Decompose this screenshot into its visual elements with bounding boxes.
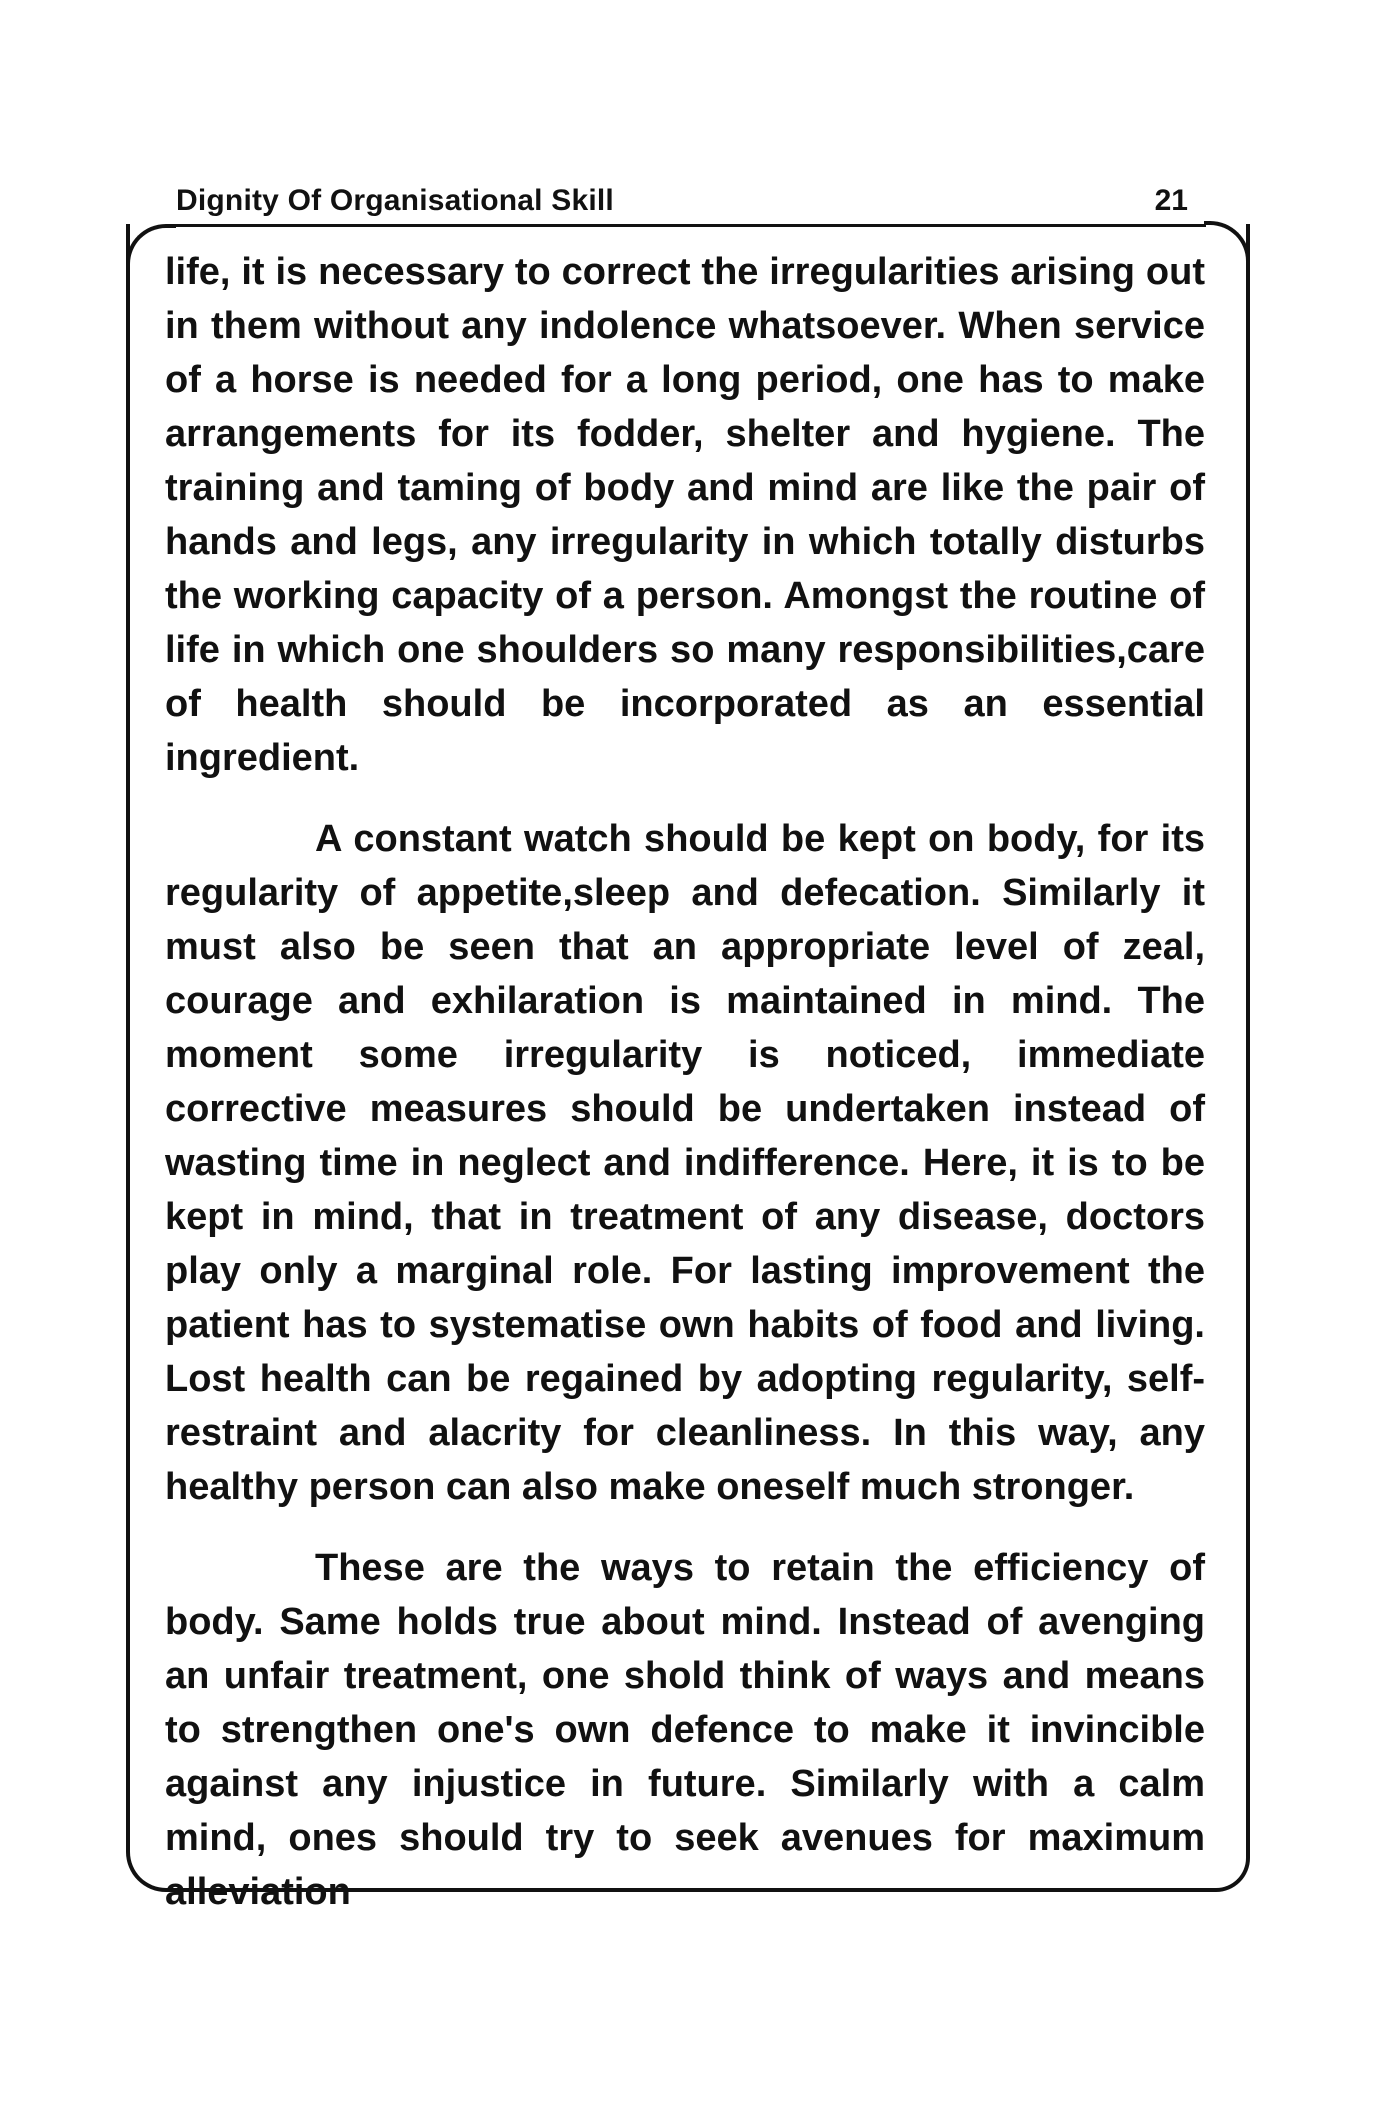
paragraph-3: These are the ways to retain the efficiency of body. Same holds true about mind. Instead of avenging an unfair treatment, one shold think of ways and means to strengthen one's own defence to make it invincible against any injustice in future. Similarly with a calm mind, ones should try to seek avenues for maximum alleviation xyxy=(165,1547,1205,1913)
paragraph-2: A constant watch should be kept on body, for its regularity of appetite,sleep and defecation. Similarly it must also be seen that an appropriate level of zeal, courage and exhilaration is maintained in mind. The moment some irregularity is noticed, immediate corrective measures should be undertaken instead of wasting time in neglect and indifference. Here, it is to be kept in mind, that in treatment of any disease, doctors play only a marginal role. For lasting improvement the patient has to systematise own habits of food and living. Lost health can be regained by adopting regularity, self-restraint and alacrity for cleanliness. In this way, any healthy person can also make oneself much stronger. xyxy=(165,818,1205,1508)
page-number: 21 xyxy=(1154,184,1188,217)
running-header xyxy=(176,176,1206,227)
page-body xyxy=(165,245,1205,1919)
paragraph-1: life, it is necessary to correct the irregularities arising out in them without any indolence whatsoever. When service of a horse is needed for a long period, one has to make arrangements for its fodder, shelter and hygiene. The training and taming of body and mind are like the pair of hands and legs, any irregularity in which totally disturbs the working capacity of a person. Amongst the routine of life in which one shoulders so many responsibilities,care of health should be incorporated as an essential ingredient. xyxy=(165,251,1205,779)
running-title: Dignity Of Organisational Skill xyxy=(176,184,614,217)
